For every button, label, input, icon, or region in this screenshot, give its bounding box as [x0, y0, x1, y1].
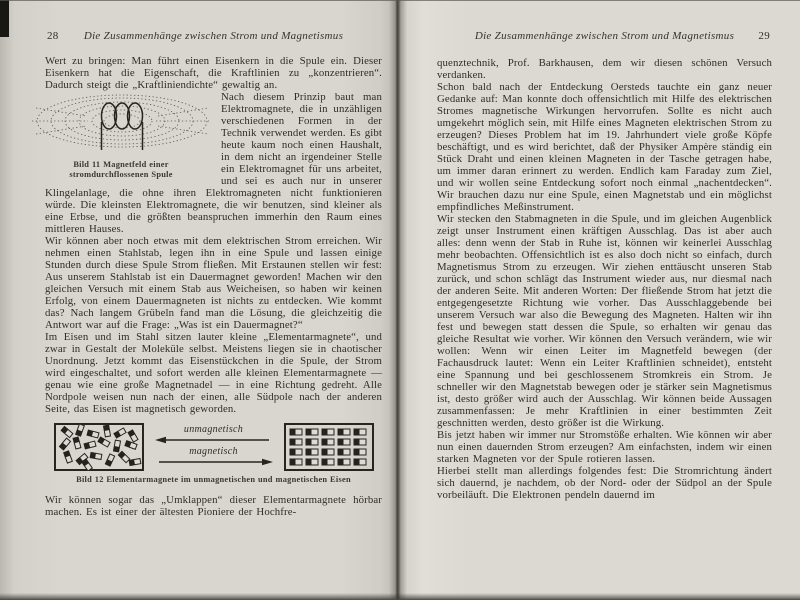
text-column-right: [437, 57, 772, 501]
page-28: [0, 0, 397, 600]
text-column-left: [45, 55, 382, 518]
page-number: 28: [47, 30, 59, 42]
paragraph: Schon bald nach der Entdeckung Oersteds tauchte ein ganz neuer Gedanke auf: Man konnte doch offensichtlich mit Hilfe des elektrischen Stromes magnetische Wirkungen hervorrufen. Sollte es nicht auch umgekehrt möglich sein, mit Hilfe eines Magneten elektrischen Strom zu erzeugen? Dieses Problem hat im 19. Jahrhundert viele große Köpfe beschäftigt, und es wird berichtet, daß der Physiker Ampère ständig ein Stück Draht und einen kleinen Magneten in der Tasche getragen habe, um immer daran erinnert zu werden. Endlich kam Faraday zum Ziel, und wir wollen seine Entdeckung sofort noch einmal „nachentdecken“. Wir brauchen dazu nur eine Spule, einen Magnetstab und ein möglichst empfindliches Meßinstrument.: [437, 81, 772, 213]
paragraph: Hierbei stellt man allerdings folgendes fest: Die Stromrichtung ändert sich dauernd, je nachdem, ob der Nord- oder der Südpol an der Spule vorbeiläuft. Die Elektronen pendeln dauernd im: [437, 465, 772, 501]
running-header-left: [45, 30, 382, 42]
figure-arrows: [153, 425, 275, 469]
scan-bottom-edge-shadow: [0, 593, 800, 600]
paragraph: quenztechnik, Prof. Barkhausen, dem wir diesen schönen Versuch verdanken.: [437, 57, 772, 81]
paragraph: Im Eisen und im Stahl sitzen lauter kleine „Elementarmagnete“, und zwar in Gestalt der Moleküle selbst. Meistens liegen sie in chaotischer Unordnung. Jetzt kommt das Eisenstückchen in die Spule, der Strom wird eingeschaltet, und sofort werden alle kleinen Elementarmagnete — genau wie eine große Magnetnadel — in eine Richtung gedreht. Alle Nordpole weisen nun nach der einen, alle Südpole nach der anderen Seite, das Eisen ist magnetisch geworden.: [45, 331, 382, 415]
arrow-left-icon: [155, 436, 273, 444]
scan-top-edge: [0, 0, 800, 1]
running-header-title: Die Zusammenhänge zwischen Strom und Magnetismus: [83, 30, 344, 42]
figure-bild-12: [45, 423, 382, 471]
label-unmagnetisch: unmagnetisch: [183, 424, 244, 435]
figure-bild-11: [30, 94, 212, 179]
running-header-right: [437, 30, 772, 42]
figure-caption-bild-12: Bild 12 Elementarmagnete im unmagnetischen und magnetischen Eisen: [76, 475, 351, 484]
running-header-title: Die Zusammenhänge zwischen Strom und Magnetismus: [474, 30, 735, 42]
paragraph: Wir können aber noch etwas mit dem elektrischen Strom erreichen. Wir nehmen einen Stahlstab, legen ihn in eine Spule und lassen einige Stunden durch diese Spule Strom fließen. Mit Erstaunen stellen wir fest: Aus unserem Stahlstab ist ein Dauermagnet geworden! Machen wir den gleichen Versuch mit einem Stab aus Weicheisen, so haben wir keinen Erfolg, von einem Dauermagneten ist nichts zu entdecken. Wie kommt das? Nach langem Grübeln fand man die Lösung, die gleichzeitig die Antwort war auf die Frage: „Was ist ein Dauermagnet?“: [45, 235, 382, 331]
arrow-right-icon: [155, 458, 273, 466]
page-number: 29: [758, 30, 770, 42]
figure-caption-bild-11: Bild 11 Magnetfeld einer stromdurchflossenen Spule: [69, 160, 173, 179]
paragraph: Nach diesem Prinzip baut man Elektromagnete, die in unzähligen verschiedenen Formen in der Technik verwendet werden. Es gibt heute kaum noch einen Haushalt, in dem nicht an irgendeiner Stelle ein Elektromagnet für uns arbeitet, und sei es auch nur in unserer Klingelanlage, die ohne ihren Elektromagneten nicht funktionieren würde. Die kleinsten Elektromagnete, die wir benutzen, sind kleiner als eine Erbse, und die größten beanspruchen immerhin den Raum eines mittleren Hauses.: [45, 91, 382, 235]
paragraph: Bis jetzt haben wir immer nur Stromstöße erhalten. Wie können wir aber nun einen dauernden Strom erzeugen? Am einfachsten, indem wir einen starken Magneten vor der Spule rotieren lassen.: [437, 429, 772, 465]
solenoid-field-illustration: [30, 94, 212, 158]
paragraph: Wir können sogar das „Umklappen“ dieser Elementarmagnete hörbar machen. Es ist einer der ältesten Pioniere der Hochfre-: [45, 493, 382, 518]
paragraph: Wir stecken den Stabmagneten in die Spule, und im gleichen Augenblick zeigt unser Instrument einen kräftigen Ausschlag. Das ist aber auch alles: denn wenn der Stab in Ruhe ist, können wir keinerlei Ausschlag mehr beobachten. Offensichtlich ist es also doch nicht so einfach, durch Magnetismus Strom zu erzeugen. Wir ziehen enttäuscht unseren Stab zurück, und schon schlägt das Instrument wieder aus, nur diesmal nach der anderen Seite. Mit anderen Worten: Der fließende Strom hat jetzt die entgegengesetzte Richtung wie vorher. Das Ausschlaggebende bei unserem Versuch war also die Bewegung des Magneten. Halten wir ihn fest und bewegen statt dessen die Spule, so erhalten wir genau das gleiche Resultat wie vorher. Wir können den Versuch verändern, wie wir wollen: Wenn wir einen Leiter im Magnetfeld bewegen (der Fachausdruck lautet: Wenn ein Leiter Kraftlinien schneidet), entsteht eine Spannung und bei geschlossenem Stromkreis ein Strom. Je schneller wir den Magnetstab bewegen oder je stärker sein Magnetismus ist, desto größer wird auch der Ausschlag. Wir können beide Aussagen zusammenfassen: Je mehr Kraftlinien in einer bestimmten Zeit geschnitten werden, desto größer ist die Wirkung.: [437, 213, 772, 429]
page-29: [397, 0, 800, 600]
label-magnetisch: magnetisch: [189, 446, 238, 457]
unmagnetized-iron-box: [54, 423, 144, 471]
magnetized-iron-box: [284, 423, 374, 471]
scan-corner-mark: [0, 0, 9, 37]
paragraph: Wert zu bringen: Man führt einen Eisenkern in die Spule ein. Dieser Eisenkern hat die Eigenschaft, die Kraftlinien zu „konzentrieren“. Dadurch steigt die „Kraftliniendichte“ gewaltig an.: [45, 55, 382, 91]
